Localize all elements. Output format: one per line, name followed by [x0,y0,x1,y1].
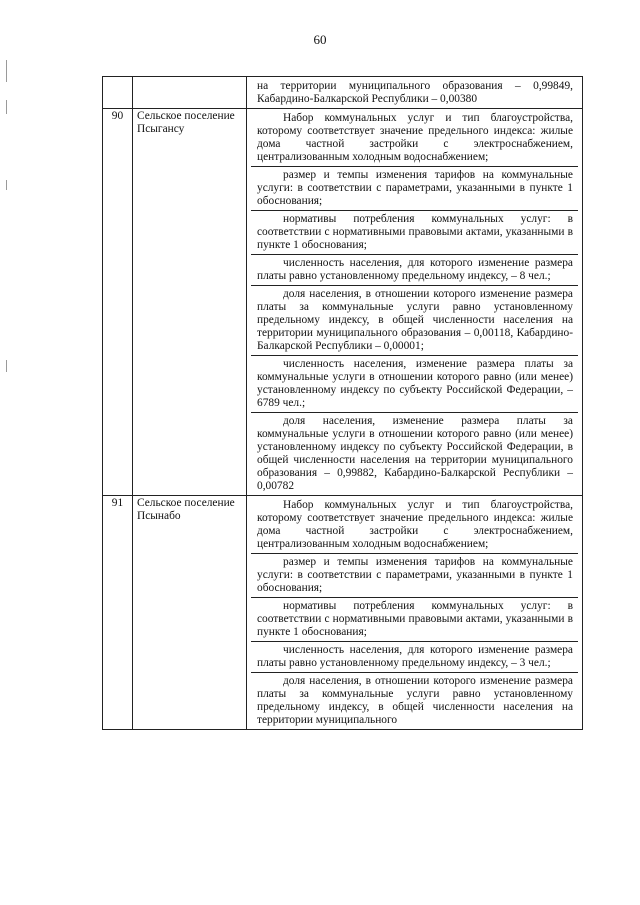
description-paragraph: численность населения, для которого изменение размера платы равно установленному предельному индексу, – 3 чел.; [251,641,578,672]
table-row [103,496,583,730]
row-number [103,77,133,109]
description-paragraph: на территории муниципального образования – 0,99849, Кабардино-Балкарской Республики – 0,00380 [257,80,573,105]
settlement-name [133,77,247,109]
row-number: 91 [103,496,133,730]
page-number: 60 [313,32,327,47]
description-paragraph: Набор коммунальных услуг и тип благоустройства, которому соответствует значение предельного индекса: жилые дома частной застройки с электроснабжением, централизованным холодным водоснабжением; [257,112,573,163]
description-paragraph: численность населения, изменение размера платы за коммунальные услуги в отношении которого равно (или менее) установленному индексу по субъекту Российской Федерации, – 6789 чел.; [251,355,578,412]
row-description [247,77,583,109]
description-paragraph: нормативы потребления коммунальных услуг: в соответствии с нормативными правовыми актами, указанными в пункте 1 обоснования; [251,597,578,641]
table-row [103,109,583,496]
description-paragraph: Набор коммунальных услуг и тип благоустройства, которому соответствует значение предельного индекса: жилые дома частной застройки с электроснабжением, централизованным холодным водоснабжением; [257,499,573,550]
row-description [247,496,583,730]
description-paragraph: доля населения, в отношении которого изменение размера платы за коммунальные услуги равно установленному предельному индексу, в общей численности населения на территории муниципального образования – 0,00118, Кабардино-Балкарской Республики – 0,00001; [251,285,578,355]
data-table [102,76,583,730]
settlement-name: Сельское поселение Псыгансу [133,109,247,496]
row-number: 90 [103,109,133,496]
description-paragraph: размер и темпы изменения тарифов на коммунальные услуги: в соответствии с параметрами, указанными в пункте 1 обоснования; [251,553,578,597]
description-paragraph: нормативы потребления коммунальных услуг: в соответствии с нормативными правовыми актами, указанными в пункте 1 обоснования; [251,210,578,254]
description-paragraph: доля населения, изменение размера платы за коммунальные услуги в отношении которого равно (или менее) установленному индексу по субъекту Российской Федерации, в общей численности населения на территории муниципального образования – 0,99882, Кабардино-Балкарской Республики – 0,00782 [251,412,578,495]
description-paragraph: доля населения, в отношении которого изменение размера платы за коммунальные услуги равно установленному предельному индексу, в общей численности населения на территории муниципального [251,672,578,729]
table-row [103,77,583,109]
description-paragraph: размер и темпы изменения тарифов на коммунальные услуги: в соответствии с параметрами, указанными в пункте 1 обоснования; [251,166,578,210]
scan-margin-marks [6,60,8,400]
row-description [247,109,583,496]
settlement-name: Сельское поселение Псынабо [133,496,247,730]
description-paragraph: численность населения, для которого изменение размера платы равно установленному предельному индексу, – 8 чел.; [251,254,578,285]
